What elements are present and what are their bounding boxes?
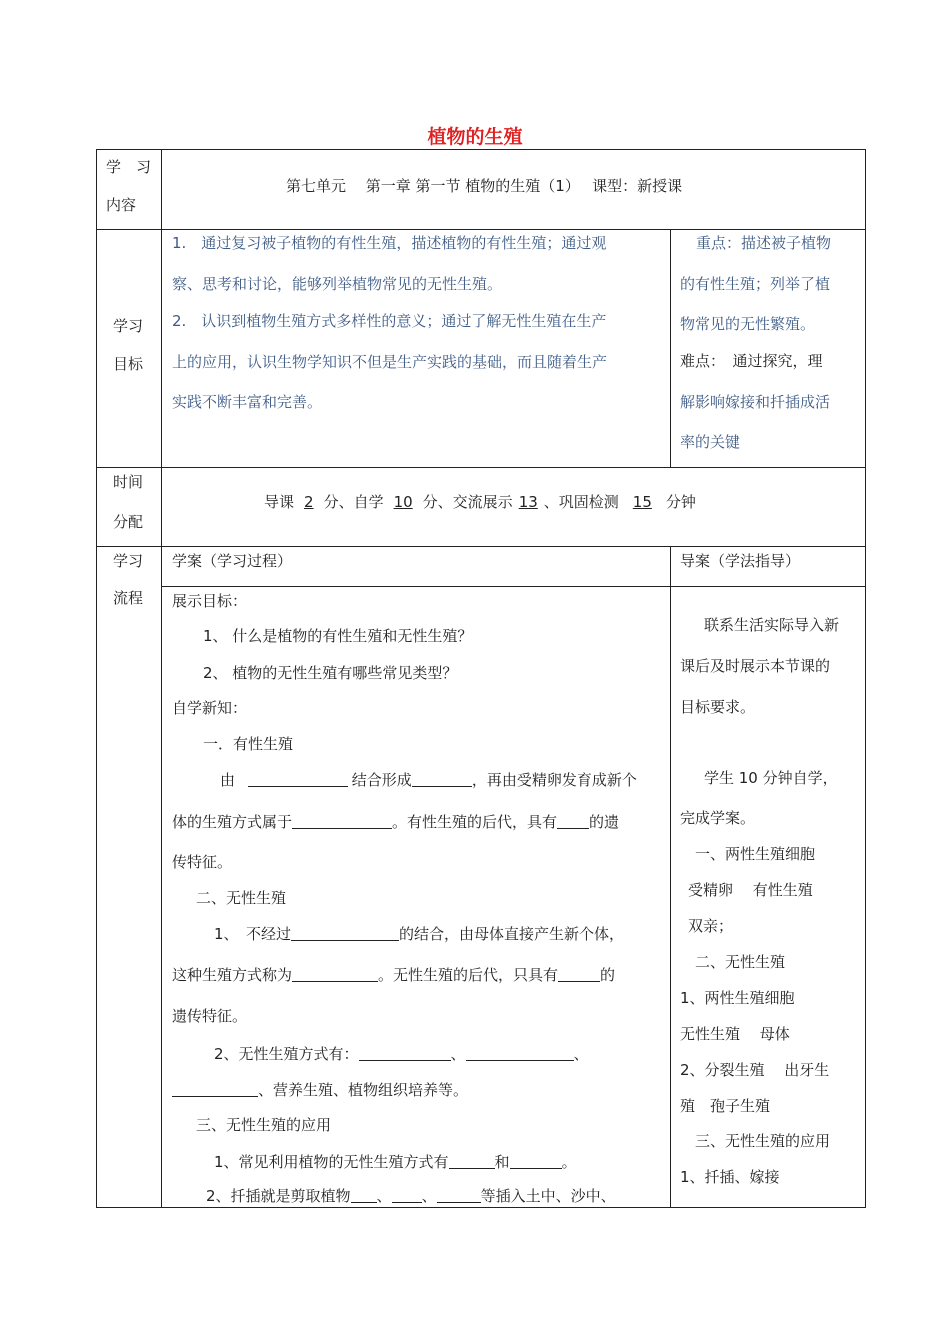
section-heading: 三、无性生殖的应用 (196, 1116, 332, 1134)
text: 。有性生殖的后代，具有 (392, 813, 558, 831)
blank (359, 1044, 451, 1061)
row2-label-line2: 目标 (113, 355, 144, 373)
fill-line (172, 812, 619, 832)
blank (412, 770, 472, 787)
self-study-heading: 自学新知： (172, 699, 248, 717)
row4-label-line1: 学习 (113, 552, 144, 570)
answer-line: 二、无性生殖 (695, 953, 786, 971)
row1-label-line2: 内容 (106, 196, 137, 214)
answer-line: 无性生殖 母体 (680, 1025, 790, 1043)
text: 2、无性生殖方式有： (214, 1045, 359, 1063)
text: 的 (600, 966, 616, 984)
time-label: 分、自学 (323, 493, 384, 511)
row1-content: 第七单元 第一章 第一节 植物的生殖（1） 课型：新授课 (286, 177, 683, 195)
fill-line (214, 924, 624, 944)
guide-line: 课后及时展示本节课的 (680, 657, 831, 675)
text: 。 (561, 1153, 577, 1171)
guide-line: 学生 10 分钟自学， (704, 769, 838, 787)
difficulty-line: 难点： 通过探究，理 (680, 352, 823, 370)
blank (449, 1152, 495, 1169)
time-allocation (264, 492, 696, 512)
question: 2、 植物的无性生殖有哪些常见类型？ (203, 664, 458, 682)
goal-line: 上的应用，认识生物学知识不但是生产实践的基础，而且随着生产 (172, 353, 608, 371)
time-value: 10 (393, 493, 413, 511)
section-heading: 二、无性生殖 (196, 889, 287, 907)
answer-line: 三、无性生殖的应用 (695, 1132, 831, 1150)
text: 1、常见利用植物的无性生殖方式有 (214, 1153, 449, 1171)
focus-line: 重点：描述被子植物 (696, 234, 832, 252)
border-row3-bottom (96, 546, 866, 547)
fill-line: 传特征。 (172, 853, 233, 871)
fill-line (172, 1080, 468, 1100)
time-label: 分钟 (665, 493, 696, 511)
blank (292, 812, 392, 829)
answer-line: 殖 孢子生殖 (680, 1097, 771, 1115)
focus-line: 物常见的无性繁殖。 (680, 315, 816, 333)
fill-line: 遗传特征。 (172, 1007, 248, 1025)
text: 等插入土中、沙中、 (480, 1187, 616, 1205)
focus-line: 的有性生殖；列举了植 (680, 275, 831, 293)
time-label: 分、交流展示 (422, 493, 513, 511)
text: ，再由受精卵发育成新个 (471, 771, 637, 789)
fill-line (214, 1152, 577, 1172)
border-label-column (161, 149, 162, 1208)
answer-line: 受精卵 有性生殖 (688, 881, 813, 899)
border-right (865, 149, 866, 1208)
answer-line: 一、两性生殖细胞 (695, 845, 816, 863)
row4-label-line2: 流程 (113, 589, 144, 607)
answer-line: 1、两性生殖细胞 (680, 989, 795, 1007)
section-heading: 一．有性生殖 (203, 735, 294, 753)
blank (466, 1044, 574, 1061)
blank (510, 1152, 562, 1169)
text: 、 (450, 1045, 466, 1063)
blank (172, 1080, 258, 1097)
blank (392, 1186, 422, 1203)
document-title: 植物的生殖 (427, 126, 523, 148)
text: 1、 不经过 (214, 925, 292, 943)
border-row2-bottom (96, 467, 866, 468)
goal-line: 1. 通过复习被子植物的有性生殖，描述植物的有性生殖；通过观 (172, 234, 607, 252)
row3-label-line2: 分配 (113, 513, 144, 531)
guide-line: 联系生活实际导入新 (704, 616, 840, 634)
time-label: 、巩固检测 (543, 493, 619, 511)
blank (437, 1186, 481, 1203)
goal-line: 察、思考和讨论，能够列举植物常见的无性生殖。 (172, 275, 503, 293)
time-value: 15 (632, 493, 652, 511)
text: 、 (421, 1187, 437, 1205)
answer-line: 2、分裂生殖 出牙生 (680, 1061, 830, 1079)
answer-line: 1、扦插、嫁接 (680, 1168, 780, 1186)
time-value: 13 (518, 493, 538, 511)
left-column-header: 学案（学习过程） (172, 552, 293, 570)
blank (291, 924, 399, 941)
text: 的结合，由母体直接产生新个体， (399, 925, 625, 943)
blank (558, 965, 600, 982)
text: 由 (220, 771, 236, 789)
blank (351, 1186, 377, 1203)
goal-line: 实践不断丰富和完善。 (172, 393, 323, 411)
guide-line: 目标要求。 (680, 698, 756, 716)
text: 、 (573, 1045, 589, 1063)
show-goals-heading: 展示目标： (172, 592, 248, 610)
text: 、营养生殖、植物组织培养等。 (258, 1081, 469, 1099)
border-top (96, 149, 866, 150)
time-value: 2 (304, 493, 314, 511)
blank (557, 812, 589, 829)
focus-line: 解影响嫁接和扦插成活 (680, 393, 831, 411)
answer-line: 双亲； (688, 917, 734, 935)
border-row4-divider (670, 546, 671, 1208)
guide-line: 完成学案。 (680, 809, 756, 827)
row3-label-line1: 时间 (113, 473, 144, 491)
text: 2、扦插就是剪取植物 (206, 1187, 351, 1205)
blank (292, 965, 378, 982)
text: 。无性生殖的后代，只具有 (378, 966, 559, 984)
goal-line: 2. 认识到植物生殖方式多样性的意义；通过了解无性生殖在生产 (172, 312, 607, 330)
text: 这种生殖方式称为 (172, 966, 293, 984)
row2-label-line1: 学习 (113, 317, 144, 335)
fill-line (206, 1186, 616, 1206)
fill-line (220, 770, 637, 790)
text: 体的生殖方式属于 (172, 813, 293, 831)
fill-line (214, 1044, 589, 1064)
text: 、 (376, 1187, 392, 1205)
border-row2-divider (670, 229, 671, 468)
question: 1、 什么是植物的有性生殖和无性生殖？ (203, 627, 473, 645)
fill-line (172, 965, 615, 985)
row1-label-line1: 学 习 (106, 158, 152, 176)
border-row1-bottom (96, 229, 866, 230)
text: 的遗 (589, 813, 620, 831)
border-bottom (96, 1207, 866, 1208)
focus-line: 率的关键 (680, 433, 741, 451)
border-header-bottom (161, 586, 866, 587)
border-left (96, 149, 97, 1208)
time-label: 导课 (264, 493, 295, 511)
text: 结合形成 (351, 771, 412, 789)
blank (248, 770, 348, 787)
text: 和 (494, 1153, 510, 1171)
right-column-header: 导案（学法指导） (680, 552, 801, 570)
